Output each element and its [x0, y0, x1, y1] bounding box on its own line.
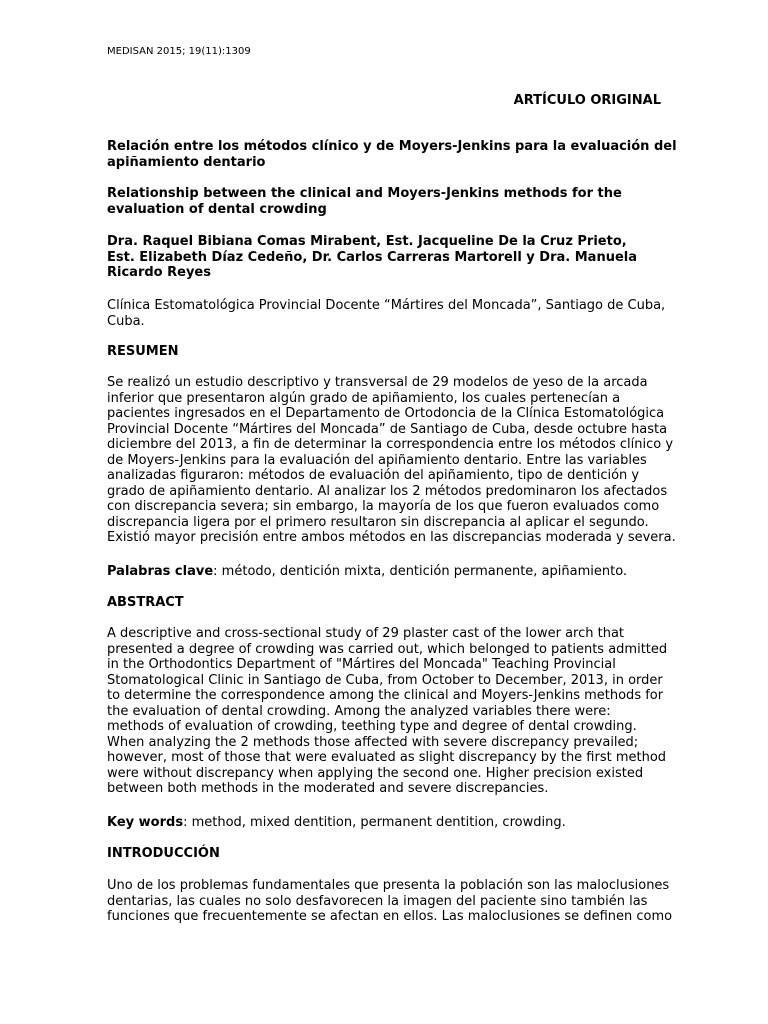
article-type-label: ARTÍCULO ORIGINAL	[513, 93, 661, 108]
abstract-line: however, most of those that were evaluated as slight discrepancy by the first method	[107, 750, 667, 765]
title-english-line: Relationship between the clinical and Moyers-Jenkins methods for the	[107, 186, 622, 201]
title-english-line: evaluation of dental crowding	[107, 201, 327, 217]
key-words-label: Key words	[107, 815, 184, 830]
key-words-line	[107, 815, 663, 831]
introduccion-line: funciones que frecuentemente se afectan en ellos. Las maloclusiones se definen como	[107, 909, 673, 924]
abstract-line: presented a degree of crowding was carried out, which belonged to patients admitted	[107, 641, 668, 657]
abstract-line: to determine the correspondence among the clinical and Moyers-Jenkins methods for	[107, 688, 664, 703]
title-spanish-line: Relación entre los métodos clínico y de Moyers-Jenkins para la evaluación del	[107, 139, 677, 154]
resumen-heading: RESUMEN	[107, 344, 179, 359]
key-words-text: : method, mixed dentition, permanent dentition, crowding.	[183, 815, 566, 830]
author-list	[107, 234, 663, 281]
affiliation-line: Cuba.	[107, 313, 145, 329]
resumen-line: analizadas figuraron: métodos de evaluación del apiñamiento, tipo de dentición y	[107, 468, 640, 483]
palabras-clave-line	[107, 564, 663, 580]
abstract-line: Stomatological Clinic in Santiago de Cuba, from October to December, 2013, in order	[107, 672, 663, 688]
introduccion-heading: INTRODUCCIÓN	[107, 846, 220, 861]
key-words	[107, 815, 663, 831]
abstract-line: were without discrepancy when applying the second one. Higher precision existed	[107, 765, 644, 781]
resumen-line: inferior que presentaron algún grado de apiñamiento, los cuales pertenecían a	[107, 390, 621, 406]
resumen-line: grado de apiñamiento dentario. Al analizar los 2 métodos predominaron los afectados	[107, 483, 668, 499]
introduccion-line: Uno de los problemas fundamentales que presenta la población son las maloclusiones	[107, 878, 670, 893]
palabras-clave	[107, 564, 663, 580]
resumen-line: Existió mayor precisión entre ambos métodos en las discrepancias moderada y severa.	[107, 530, 676, 545]
introduccion-line: dentarias, las cuales no solo desfavorecen la imagen del paciente sino también las	[107, 893, 648, 909]
palabras-clave-label: Palabras clave	[107, 564, 214, 579]
author-line: Dra. Raquel Bibiana Comas Mirabent, Est. Jacqueline De la Cruz Prieto,	[107, 234, 627, 249]
resumen-line: discrepancia ligera por el primero resultaron sin discrepancia al aplicar el segundo.	[107, 514, 649, 530]
resumen-body	[107, 375, 676, 546]
resumen-line: Se realizó un estudio descriptivo y transversal de 29 modelos de yeso de la arcada	[107, 375, 648, 390]
title-spanish	[107, 139, 677, 170]
abstract-line: A descriptive and cross-sectional study of 29 plaster cast of the lower arch that	[107, 626, 625, 641]
abstract-line: When analyzing the 2 methods those affected with severe discrepancy prevailed;	[107, 734, 639, 750]
abstract-body	[107, 626, 668, 797]
abstract-line: between both methods in the moderated and severe discrepancies.	[107, 781, 549, 796]
author-line: Ricardo Reyes	[107, 265, 211, 280]
affiliation-line: Clínica Estomatológica Provincial Docente “Mártires del Moncada”, Santiago de Cuba,	[107, 298, 666, 313]
abstract-line: the evaluation of dental crowding. Among the analyzed variables there were:	[107, 703, 611, 719]
resumen-line: pacientes ingresados en el Departamento de Ortodoncia de la Clínica Estomatológica	[107, 406, 665, 421]
resumen-line: con discrepancia severa; sin embargo, la mayoría de los que fueron evaluados como	[107, 499, 660, 514]
abstract-heading: ABSTRACT	[107, 595, 184, 610]
palabras-clave-text: : método, dentición mixta, dentición permanente, apiñamiento.	[213, 564, 628, 579]
abstract-line: methods of evaluation of crowding, teething type and degree of dental crowding.	[107, 719, 637, 734]
abstract-line: in the Orthodontics Department of "Mártires del Moncada" Teaching Provincial	[107, 657, 616, 672]
resumen-line: Provincial Docente “Mártires del Moncada” de Santiago de Cuba, desde octubre hasta	[107, 421, 668, 437]
title-spanish-line: apiñamiento dentario	[107, 154, 266, 170]
author-line: Est. Elizabeth Díaz Cedeño, Dr. Carlos Carreras Martorell y Dra. Manuela	[107, 249, 638, 265]
journal-citation: MEDISAN 2015; 19(11):1309	[107, 46, 251, 57]
affiliation	[107, 298, 666, 329]
resumen-line: de Moyers-Jenkins para la evaluación del apiñamiento dentario. Entre las variables	[107, 452, 647, 468]
title-english	[107, 186, 663, 217]
resumen-line: diciembre del 2013, a fin de determinar la correspondencia entre los métodos clínico y	[107, 437, 674, 452]
introduccion-body	[107, 878, 673, 925]
